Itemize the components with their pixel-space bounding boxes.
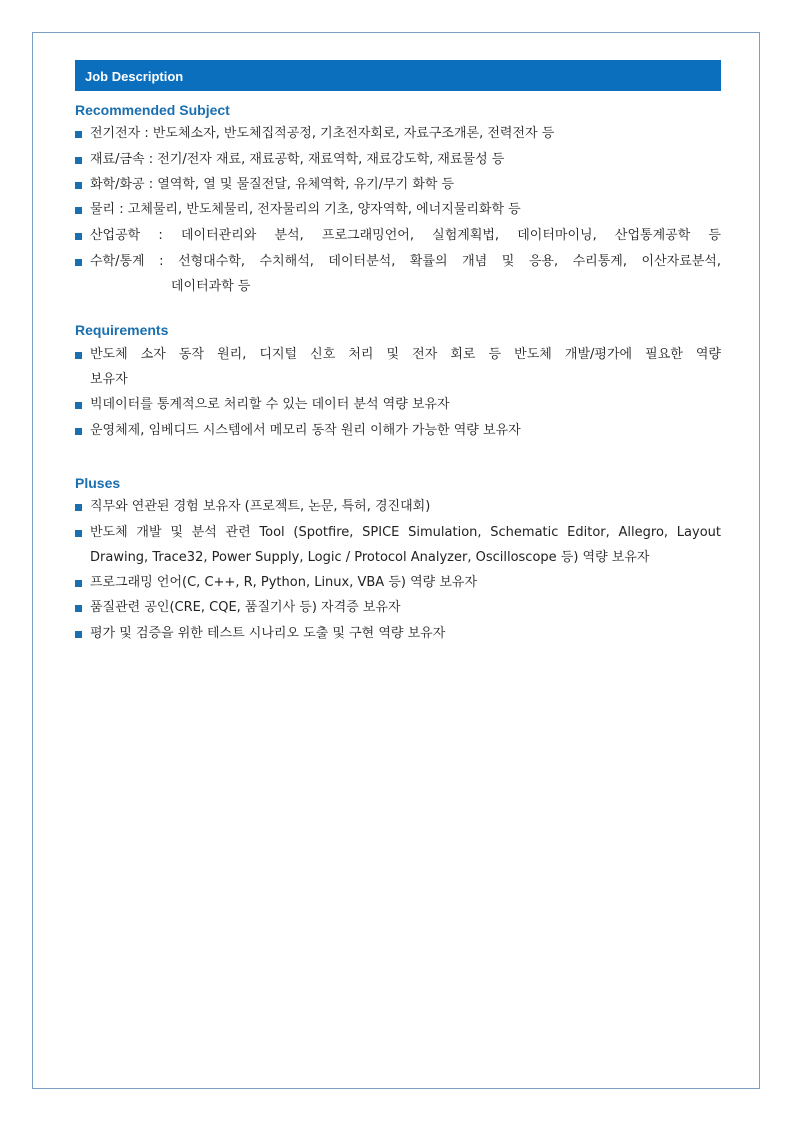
list-item-text: 산업공학 : 데이터관리와 분석, 프로그래밍언어, 실험계획법, 데이터마이닝, 산업통계공학 등 bbox=[90, 228, 721, 243]
pluses-title: Pluses bbox=[75, 475, 121, 491]
square-bullet-icon bbox=[75, 182, 82, 189]
requirements-title: Requirements bbox=[75, 322, 169, 338]
list-item-text: 반도체 소자 동작 원리, 디지털 신호 처리 및 전자 회로 등 반도체 개발/평가에 필요한 역량 bbox=[90, 347, 721, 362]
list-item-text: 데이터과학 등 bbox=[171, 279, 251, 294]
square-bullet-icon bbox=[75, 504, 82, 511]
list-item-text: 품질관련 공인(CRE, CQE, 품질기사 등) 자격증 보유자 bbox=[90, 600, 401, 615]
job-description-header: Job Description bbox=[75, 60, 721, 91]
square-bullet-icon bbox=[75, 530, 82, 537]
square-bullet-icon bbox=[75, 352, 82, 359]
square-bullet-icon bbox=[75, 233, 82, 240]
list-item-text: 전기전자 : 반도체소자, 반도체집적공정, 기초전자회로, 자료구조개론, 전력전자 등 bbox=[90, 126, 555, 141]
square-bullet-icon bbox=[75, 631, 82, 638]
square-bullet-icon bbox=[75, 157, 82, 164]
list-item-text: 화학/화공 : 열역학, 열 및 물질전달, 유체역학, 유기/무기 화학 등 bbox=[90, 177, 455, 192]
list-item-text: 반도체 개발 및 분석 관련 Tool (Spotfire, SPICE Simulation, Schematic Editor, Allegro, Layout bbox=[90, 525, 721, 540]
list-item-text: 프로그래밍 언어(C, C++, R, Python, Linux, VBA 등) 역량 보유자 bbox=[90, 575, 478, 590]
list-item-text: 수학/통계 : 선형대수학, 수치해석, 데이터분석, 확률의 개념 및 응용, 수리통계, 이산자료분석, bbox=[90, 254, 721, 269]
list-item-text: 재료/금속 : 전기/전자 재료, 재료공학, 재료역학, 재료강도학, 재료물성 등 bbox=[90, 152, 505, 167]
list-item-text: 운영체제, 임베디드 시스템에서 메모리 동작 원리 이해가 가능한 역량 보유자 bbox=[90, 423, 521, 438]
square-bullet-icon bbox=[75, 207, 82, 214]
square-bullet-icon bbox=[75, 131, 82, 138]
list-item-text: 평가 및 검증을 위한 테스트 시나리오 도출 및 구현 역량 보유자 bbox=[90, 626, 446, 641]
square-bullet-icon bbox=[75, 580, 82, 587]
square-bullet-icon bbox=[75, 428, 82, 435]
list-item-text: 직무와 연관된 경험 보유자 (프로젝트, 논문, 특허, 경진대회) bbox=[90, 499, 431, 514]
list-item-text: Drawing, Trace32, Power Supply, Logic / Protocol Analyzer, Oscilloscope 등) 역량 보유자 bbox=[90, 550, 650, 565]
square-bullet-icon bbox=[75, 402, 82, 409]
recommended-subject-title: Recommended Subject bbox=[75, 102, 230, 118]
list-item-text: 물리 : 고체물리, 반도체물리, 전자물리의 기초, 양자역학, 에너지물리화학 등 bbox=[90, 202, 521, 217]
list-item-text: 보유자 bbox=[90, 372, 128, 387]
square-bullet-icon bbox=[75, 259, 82, 266]
square-bullet-icon bbox=[75, 605, 82, 612]
list-item-text: 빅데이터를 통계적으로 처리할 수 있는 데이터 분석 역량 보유자 bbox=[90, 397, 450, 412]
